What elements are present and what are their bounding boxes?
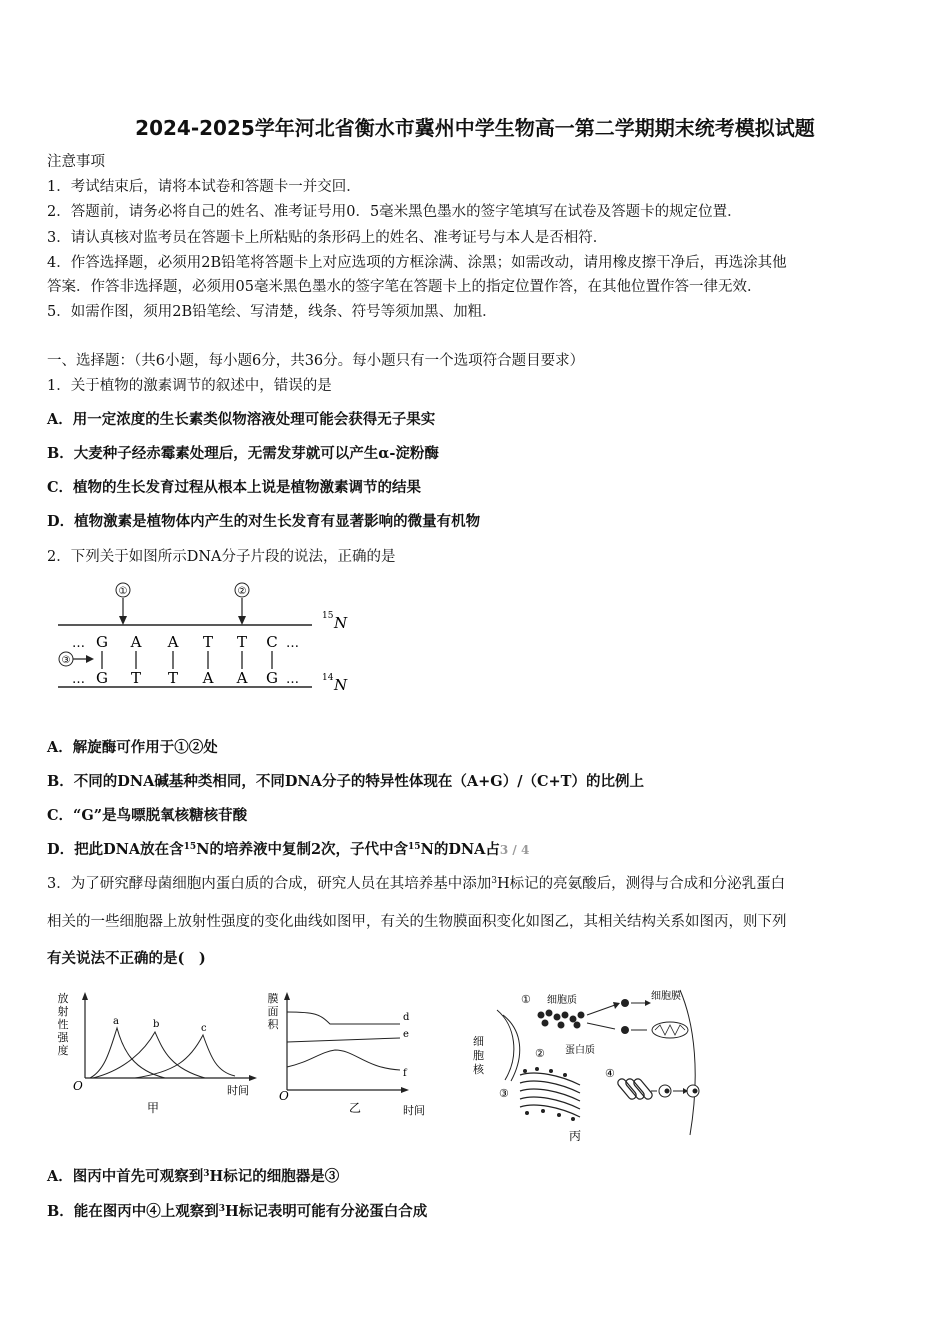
q1-option-b[interactable]: B．大麦种子经赤霉素处理后，无需发芽就可以产生α-淀粉酶 (47, 445, 439, 462)
figure-yi-membrane-area (265, 990, 435, 1120)
top-left-ellipsis: … (72, 636, 85, 651)
base-bottom-2: T (130, 669, 142, 687)
svg-text:面: 面 (267, 1005, 279, 1018)
label-15: 15 (322, 611, 334, 621)
yi-xlabel: 时间 (403, 1104, 425, 1117)
marker-2: ② (237, 586, 247, 597)
curve-b (93, 1032, 205, 1078)
question-1-stem: 1．关于植物的激素调节的叙述中，错误的是 (47, 378, 332, 394)
question-3-stem-line2: 相关的一些细胞器上放射性强度的变化曲线如图甲，有关的生物膜面积变化如图乙，其相关结构关系如图丙，则下列 (47, 914, 787, 930)
notice-item: 3．请认真核对监考员在答题卡上所粘贴的条形码上的姓名、准考证号与本人是否相符． (47, 230, 608, 246)
bing-label-4: ④ (605, 1067, 615, 1080)
base-top-1: G (96, 633, 108, 651)
question-3-stem-line3: 有关说法不正确的是( ) (47, 950, 206, 967)
notice-item: 4．作答选择题，必须用2B铅笔将答题卡上对应选项的方框涂满、涂黑；如需改动，请用橡皮擦干净后，再选涂其他 (47, 255, 787, 271)
svg-text:射: 射 (57, 1005, 69, 1018)
curve-a (90, 1028, 165, 1078)
bing-caption: 丙 (568, 1129, 582, 1143)
marker-1: ① (118, 586, 128, 597)
nucleus-envelope-inner (503, 1015, 520, 1081)
q1-option-d[interactable]: D．植物激素是植物体内产生的对生长发育有显著影响的微量有机物 (47, 513, 481, 530)
jia-xlabel: 时间 (227, 1084, 249, 1097)
endoplasmic-reticulum (520, 1073, 580, 1117)
q2-option-c[interactable]: C．“G”是鸟嘌脱氧核糖核苷酸 (47, 807, 248, 824)
page-title: 2024-2025学年河北省衡水市冀州中学生物高一第二学期期末统考模拟试题 (135, 116, 815, 140)
base-bottom-1: G (96, 669, 108, 687)
curve-d (287, 1012, 400, 1024)
bottom-right-ellipsis: … (286, 672, 299, 687)
bing-label-2: ② (535, 1047, 545, 1060)
notice-heading: 注意事项 (47, 154, 105, 170)
curve-c (135, 1035, 235, 1078)
cell-membrane-line (680, 990, 695, 1135)
arrow-1-head (119, 616, 127, 625)
bing-label-bao: 胞 (473, 1049, 484, 1062)
nucleus-envelope-outer (497, 1010, 514, 1080)
base-bottom-5: A (236, 669, 248, 687)
base-top-6: C (266, 633, 278, 651)
bing-label-xi: 细 (473, 1035, 484, 1048)
yi-caption: 乙 (348, 1101, 362, 1115)
label-14: 14 (322, 673, 334, 683)
bing-label-he: 核 (473, 1063, 484, 1076)
label-14-n: N (334, 676, 348, 694)
label-e: e (403, 1029, 409, 1040)
base-bottom-4: A (202, 669, 214, 687)
fraction-3-4: 3 / 4 (499, 843, 530, 857)
q3-option-a[interactable]: A．图丙中首先可观察到$^3$H标记的细胞器是③ (47, 1168, 340, 1185)
ribosome-cluster (538, 1010, 585, 1029)
label-d: d (403, 1012, 410, 1023)
notice-item: 2．答题前，请务必将自己的姓名、准考证号用0．5毫米黑色墨水的签字笔填写在试卷及答题卡的规定位置． (47, 204, 742, 220)
svg-text:强: 强 (57, 1031, 69, 1044)
bing-label-3: ③ (499, 1087, 509, 1100)
bing-label-membrane: 细胞膜 (651, 991, 681, 1002)
arrow-2-head (238, 616, 246, 625)
curve-f (287, 1050, 400, 1070)
hydrogen-bonds (102, 651, 272, 669)
yi-origin: O (279, 1089, 289, 1103)
base-top-5: T (236, 633, 248, 651)
figure-bing-cell-structure (465, 985, 725, 1145)
q2-option-d[interactable]: D．把此DNA放在含$^{15}$N的培养液中复制2次，子代中含$^{15}$N的DNA占3 / 4 (47, 841, 530, 858)
svg-text:性: 性 (57, 1018, 69, 1031)
arrow-3-head (86, 655, 94, 663)
jia-origin: O (73, 1079, 83, 1093)
figure-jia-radioactivity (55, 990, 265, 1120)
q3-option-b[interactable]: B．能在图丙中④上观察到$^3$H标记表明可能有分泌蛋白合成 (47, 1203, 428, 1220)
bing-label-cytoplasm: 细胞质 (547, 995, 577, 1006)
golgi-apparatus (616, 1077, 654, 1101)
svg-text:膜: 膜 (267, 992, 279, 1005)
peak-a: a (113, 1016, 119, 1027)
svg-text:放: 放 (57, 992, 69, 1005)
question-2-stem: 2．下列关于如图所示DNA分子片段的说法，正确的是 (47, 549, 396, 565)
curve-e (287, 1038, 400, 1042)
bing-label-protein: 蛋白质 (565, 1045, 595, 1056)
base-bottom-6: G (266, 669, 278, 687)
q1-option-c[interactable]: C．植物的生长发育过程从根本上说是植物激素调节的结果 (47, 479, 422, 496)
jia-caption: 甲 (146, 1101, 160, 1115)
label-15-n: N (334, 614, 348, 632)
question-3-stem: 3．为了研究酵母菌细胞内蛋白质的合成，研究人员在其培养基中添加$^3$H标记的亮氨酸后，测得与合成和分泌乳蛋白 (47, 876, 786, 892)
bottom-left-ellipsis: … (72, 672, 85, 687)
top-right-ellipsis: … (286, 636, 299, 651)
bing-label-1: ① (521, 993, 531, 1006)
svg-text:度: 度 (57, 1044, 69, 1057)
section-heading: 一、选择题：（共6小题，每小题6分，共36分。每小题只有一个选项符合题目要求） (47, 353, 585, 369)
label-f: f (403, 1068, 407, 1079)
q1-option-a[interactable]: A．用一定浓度的生长素类似物溶液处理可能会获得无子果实 (47, 411, 436, 428)
dna-fragment-figure (50, 580, 360, 700)
base-top-3: A (167, 633, 179, 651)
base-top-2: A (130, 633, 142, 651)
peak-b: b (153, 1019, 160, 1030)
q2-option-b[interactable]: B．不同的DNA碱基种类相同，不同DNA分子的特异性体现在（A+G）/（C+T）的比例上 (47, 773, 644, 790)
base-top-4: T (202, 633, 214, 651)
peak-c: c (201, 1023, 207, 1034)
svg-text:积: 积 (267, 1018, 279, 1031)
notice-item: 答案．作答非选择题，必须用05毫米黑色墨水的签字笔在答题卡上的指定位置作答，在其他位置作答一律无效． (47, 279, 762, 295)
q2-option-a[interactable]: A．解旋酶可作用于①②处 (47, 739, 218, 756)
notice-item: 1．考试结束后，请将本试卷和答题卡一并交回． (47, 179, 361, 195)
notice-item: 5．如需作图，须用2B铅笔绘、写清楚，线条、符号等须加黑、加粗． (47, 304, 497, 320)
marker-3: ③ (61, 655, 71, 666)
base-bottom-3: T (167, 669, 179, 687)
